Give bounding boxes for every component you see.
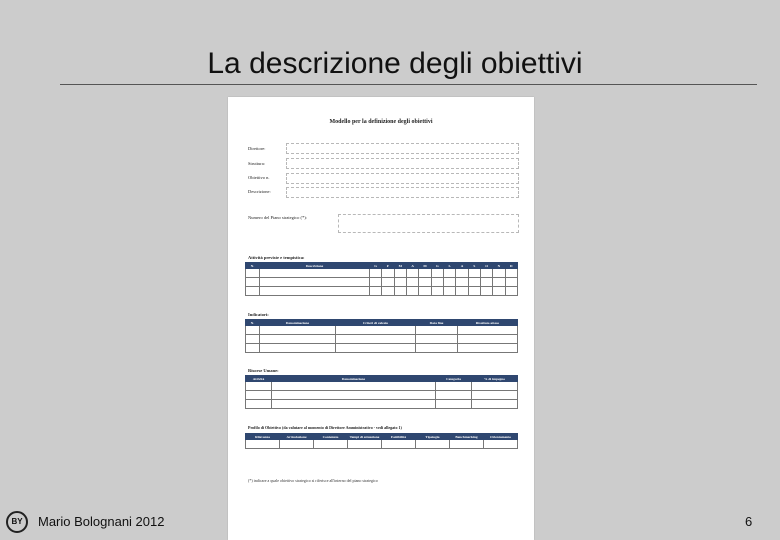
indicators-label: Indicatori: [248,312,269,317]
activities-header: M [394,263,406,269]
resources-label: Risorse Umane: [248,368,279,373]
profiles-header: Contenuto [314,434,348,440]
table-row [246,344,518,353]
table-row [246,382,518,391]
activities-header: M [419,263,431,269]
activities-label: Attività previste e tempistica: [248,255,305,260]
table-row [246,391,518,400]
activities-table [245,262,518,296]
profiles-header: Fattibilità [382,434,416,440]
document-image [228,97,534,540]
activities-header: A [456,263,468,269]
profiles-header: Tipologia [416,434,450,440]
field-label-structure: Struttura: [248,161,265,166]
profiles-header: Rilevanza [246,434,280,440]
resources-table [245,375,518,409]
title-divider [60,84,757,85]
profiles-header: Tempi di attuazione [348,434,382,440]
table-row [246,287,518,296]
strategic-plan-label: Numero del Piano strategico (*): [248,215,307,220]
activities-header: N. [246,263,260,269]
table-row [246,440,518,449]
field-box-description [286,187,519,198]
profiles-header: Articolazione [280,434,314,440]
document-title: Modello per la definizione degli obiettivi [329,119,433,125]
activities-header: F [382,263,394,269]
profiles-header: Orientamento [484,434,518,440]
activities-header: L [443,263,455,269]
field-label-director: Direttore: [248,146,266,151]
indicators-table [245,319,518,353]
activities-header: Descrizione [260,263,370,269]
table-row [246,278,518,287]
table-row [246,269,518,278]
field-box-objective [286,173,519,184]
table-row [246,400,518,409]
indicators-header: Data fine [416,320,458,326]
slide-title: La descrizione degli obiettivi [207,47,583,80]
document-footnote: (*) indicare a quale obiettivo strategico si riferisce all'interno del piano strategico [248,478,378,483]
field-box-structure [286,158,519,169]
activities-header: A [406,263,418,269]
indicators-header: Risultato atteso [458,320,518,326]
logo-icon: BY [6,511,28,533]
activities-header: D [505,263,517,269]
indicators-header: Criteri di calcolo [336,320,416,326]
resources-header: Categoria [436,376,472,382]
resources-header: % di impegno [472,376,518,382]
activities-header: G [431,263,443,269]
activities-header: O [480,263,492,269]
indicators-header: N. [246,320,260,326]
indicators-header: Denominazione [260,320,336,326]
field-label-description: Descrizione: [248,189,271,194]
activities-header: S [468,263,480,269]
page-number: 6 [745,514,753,529]
resources-header: Denominazione [272,376,436,382]
profiles-table [245,433,518,449]
activities-header: G [370,263,382,269]
field-label-objective: Obiettivo n. [248,175,270,180]
resources-header: Attività [246,376,272,382]
activities-header: N [493,263,505,269]
profiles-label: Profilo di Obiettivo (da valutare al momento di Direttore Amministrativo - vedi allegato 1) [248,425,402,430]
table-row [246,326,518,335]
profiles-header: Benchmarking [450,434,484,440]
footer-author: Mario Bolognani 2012 [38,514,165,529]
table-row [246,335,518,344]
strategic-plan-box [338,214,519,233]
field-box-director [286,143,519,154]
